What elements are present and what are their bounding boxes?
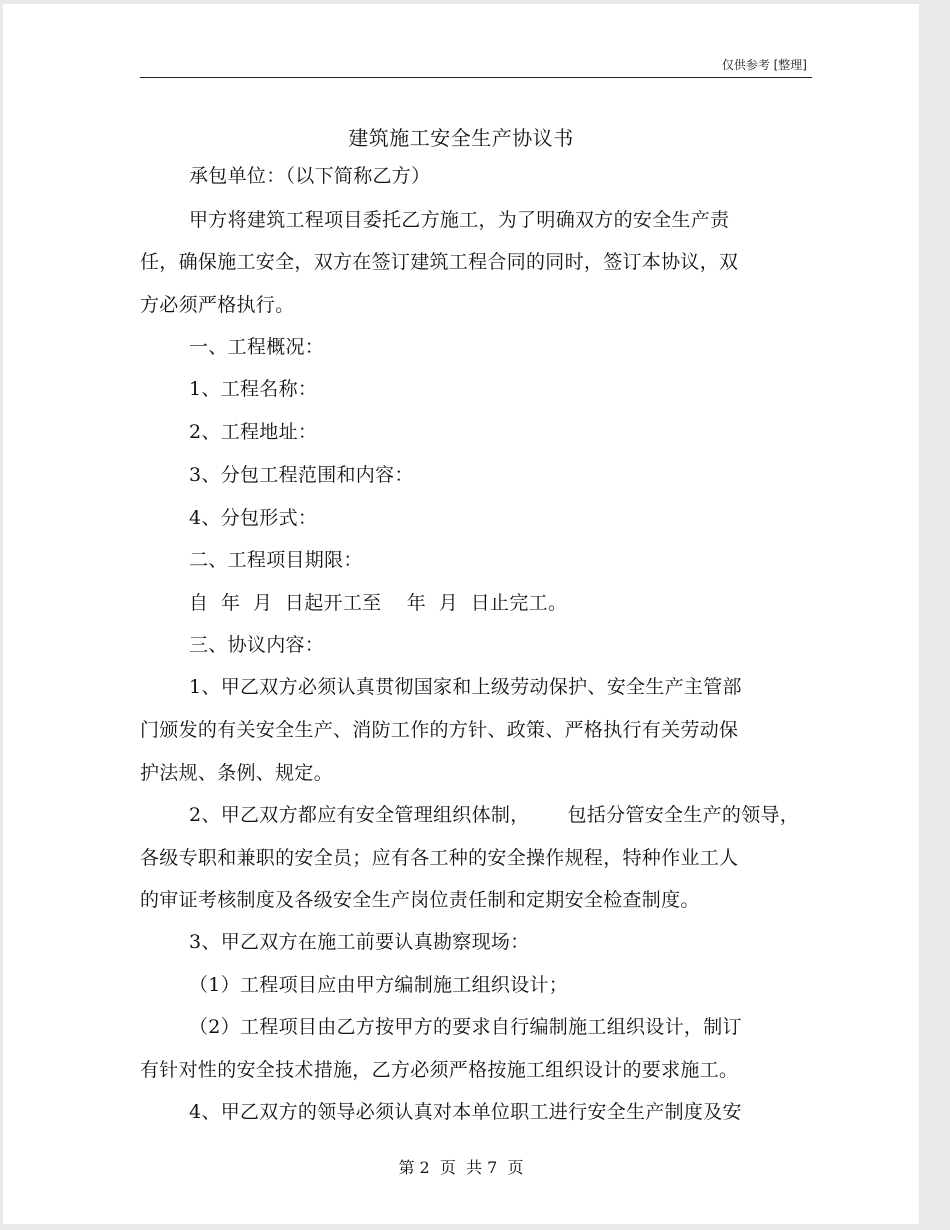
body-line: 门颁发的有关安全生产、消防工作的方针、政策、严格执行有关劳动保 bbox=[140, 719, 739, 741]
body-line: 方必须严格执行。 bbox=[140, 294, 295, 316]
body-line: （1）工程项目应由甲方编制施工组织设计； bbox=[189, 974, 569, 996]
document-title: 建筑施工安全生产协议书 bbox=[348, 126, 574, 150]
body-line: 任，确保施工安全，双方在签订建筑工程合同的同时，签订本协议，双 bbox=[140, 251, 739, 273]
body-line: 3、甲乙双方在施工前要认真勘察现场： bbox=[189, 931, 530, 953]
body-line: 二、工程项目期限： bbox=[189, 549, 363, 571]
body-line: 的审证考核制度及各级安全生产岗位责任制和定期安全检查制度。 bbox=[140, 889, 700, 911]
body-line: 3、分包工程范围和内容： bbox=[189, 464, 414, 486]
body-line: 各级专职和兼职的安全员；应有各工种的安全操作规程，特种作业工人 bbox=[140, 847, 739, 869]
body-line: 2、工程地址： bbox=[189, 421, 318, 443]
body-line: 三、协议内容： bbox=[189, 634, 325, 656]
body-line: 护法规、条例、规定。 bbox=[140, 762, 334, 784]
page-number-footer: 第 2 页 共 7 页 bbox=[398, 1158, 524, 1177]
body-line: 2、甲乙双方都应有安全管理组织体制， 包括分管安全生产的领导， bbox=[189, 804, 800, 826]
body-line: 4、分包形式： bbox=[189, 507, 318, 529]
body-line: 4、甲乙双方的领导必须认真对本单位职工进行安全生产制度及安 bbox=[189, 1101, 742, 1123]
body-line: 一、工程概况： bbox=[189, 336, 325, 358]
header-note: 仅供参考 [整理] bbox=[721, 58, 807, 72]
body-line: （2）工程项目由乙方按甲方的要求自行编制施工组织设计，制订 bbox=[189, 1016, 742, 1038]
body-line: 自 年 月 日起开工至 年 月 日止完工。 bbox=[189, 592, 568, 614]
body-line: 有针对性的安全技术措施，乙方必须严格按施工组织设计的要求施工。 bbox=[140, 1059, 739, 1081]
body-line: 承包单位：（以下简称乙方） bbox=[189, 165, 431, 187]
body-line: 1、工程名称： bbox=[189, 378, 318, 400]
body-line: 1、甲乙双方必须认真贯彻国家和上级劳动保护、安全生产主管部 bbox=[189, 676, 742, 698]
header-rule bbox=[140, 77, 812, 78]
body-line: 甲方将建筑工程项目委托乙方施工，为了明确双方的安全生产责 bbox=[189, 209, 730, 231]
document-page bbox=[3, 4, 919, 1224]
